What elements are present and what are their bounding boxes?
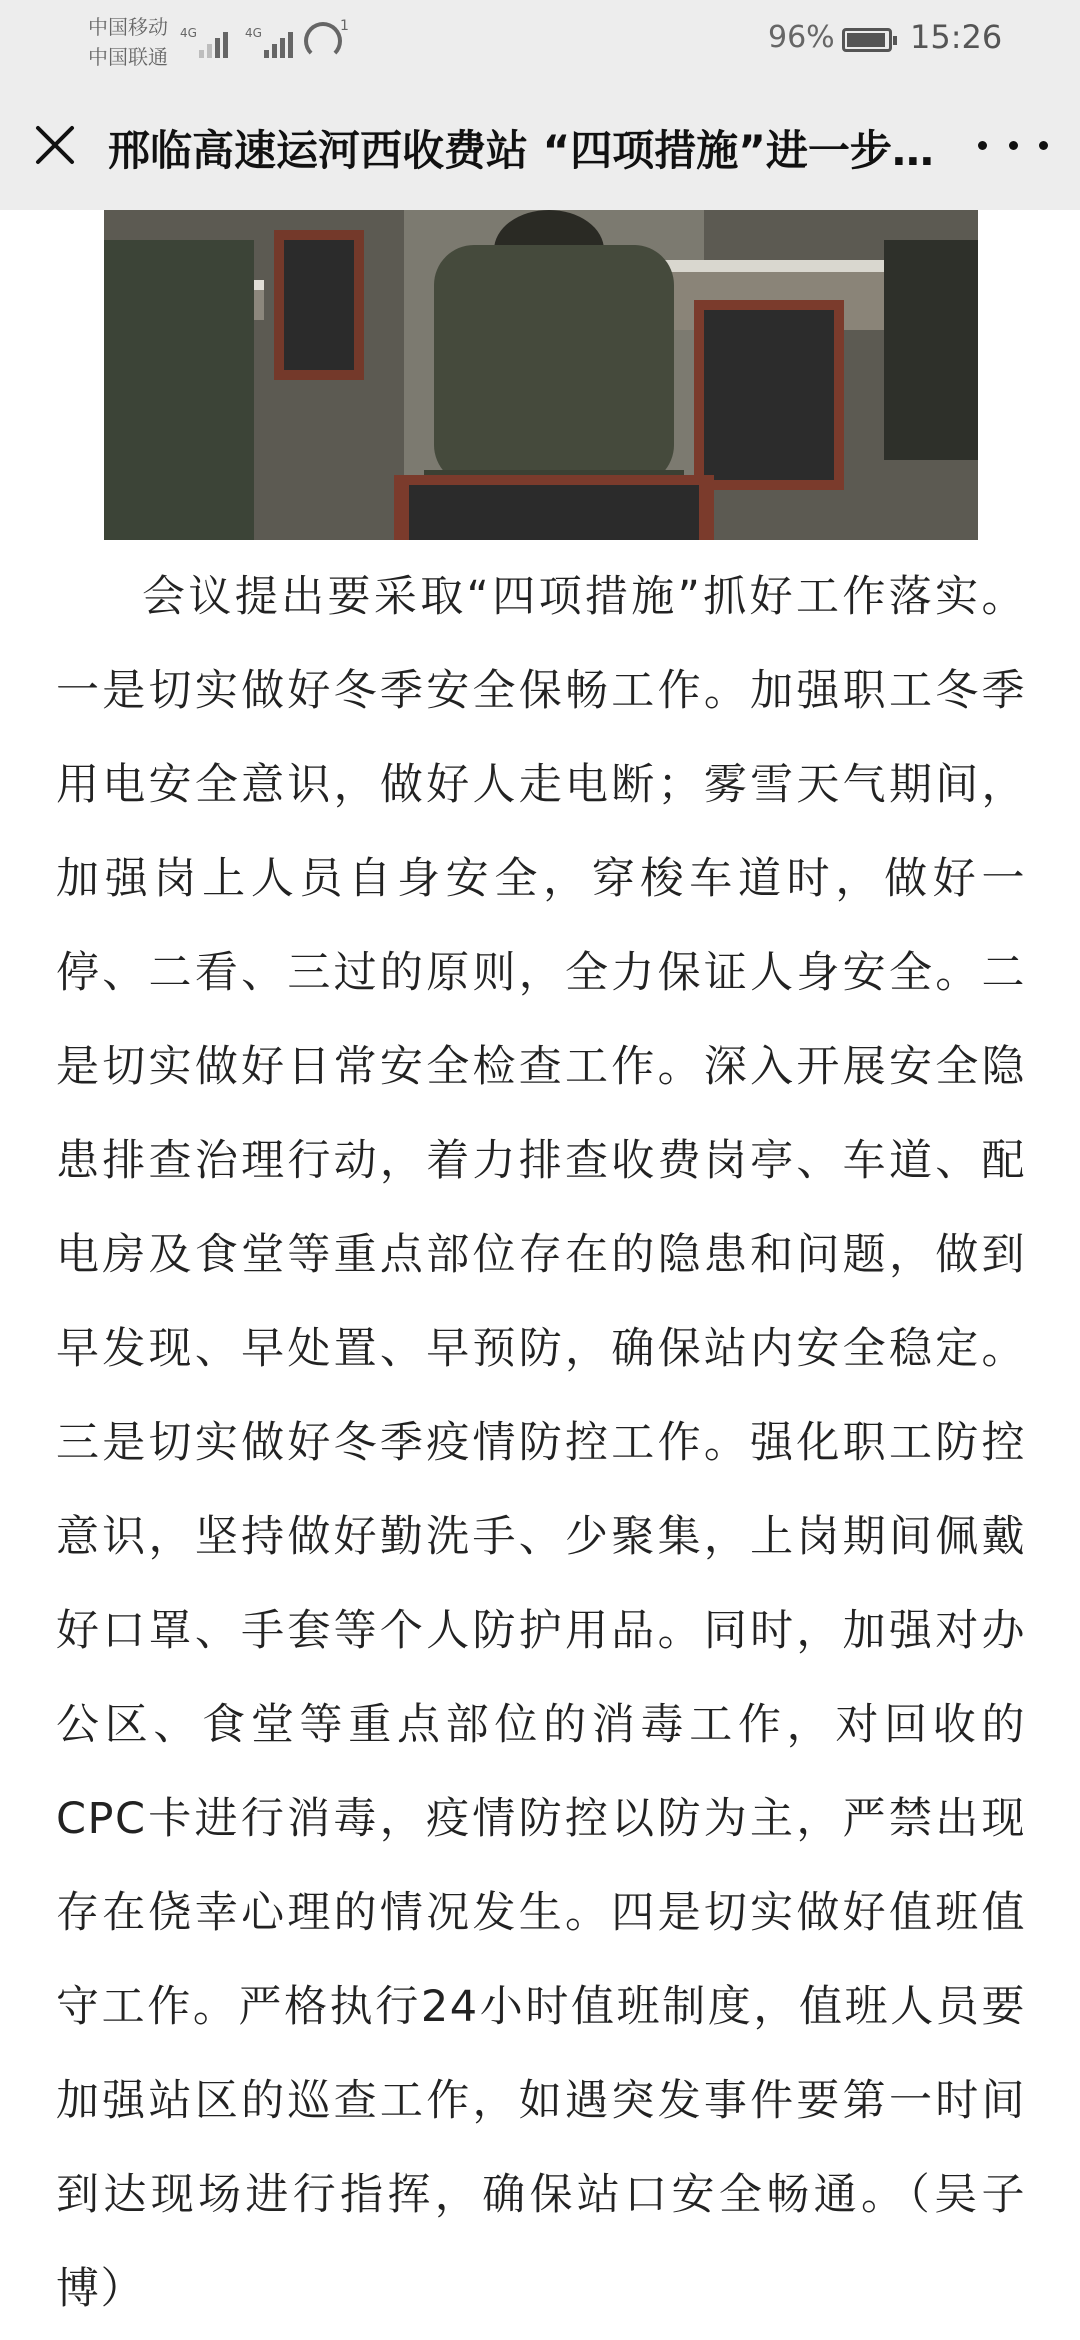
more-icon[interactable] [978, 125, 1048, 165]
article-body: 会议提出要采取“四项措施”抓好工作落实。一是切实做好冬季安全保畅工作。加强职工冬季用电安全意识，做好人走电断；雾雪天气期间，加强岗上人员自身安全，穿梭车道时，做好一停、二看、三过的原则，全力保证人身安全。二是切实做好日常安全检查工作。深入开展安全隐患排查治理行动，着力排查收费岗亭、车道、配电房及食堂等重点部位存在的隐患和问题，做到早发现、早处置、早预防，确保站内安全稳定。三是切实做好冬季疫情防控工作。强化职工防控意识，坚持做好勤洗手、少聚集，上岗期间佩戴好口罩、手套等个人防护用品。同时，加强对办公区、食堂等重点部位的消毒工作，对回收的CPC卡进行消毒，疫情防控以防为主，严禁出现存在侥幸心理的情况发生。四是切实做好值班值守工作。严格执行24小时值班制度，值班人员要加强站区的巡查工作，如遇突发事件要第一时间到达现场进行指挥，确保站口安全畅通。（吴子博） [56, 572, 1026, 2314]
status-time: 15:26 [910, 18, 1003, 56]
hotspot-icon [304, 22, 342, 60]
carrier-2-label: 中国联通 [88, 45, 168, 69]
signal-1-icon [180, 26, 231, 58]
carrier-1-label: 中国移动 [88, 15, 168, 39]
meeting-photo [104, 210, 978, 540]
signal-indicators [180, 18, 310, 58]
hotspot-count: 1 [340, 18, 349, 34]
nav-bar [0, 80, 1080, 210]
status-bar [0, 0, 1080, 80]
battery-icon [842, 28, 892, 52]
page-title: 邢临高速运河西收费站 “四项措施”进一步… [108, 126, 934, 175]
battery-percent: 96% [768, 20, 835, 55]
network-1-label: 4G [180, 26, 197, 40]
network-2-label: 4G [244, 26, 262, 40]
carrier-info [88, 12, 168, 72]
close-icon[interactable] [30, 120, 80, 170]
signal-2-icon [245, 26, 296, 58]
